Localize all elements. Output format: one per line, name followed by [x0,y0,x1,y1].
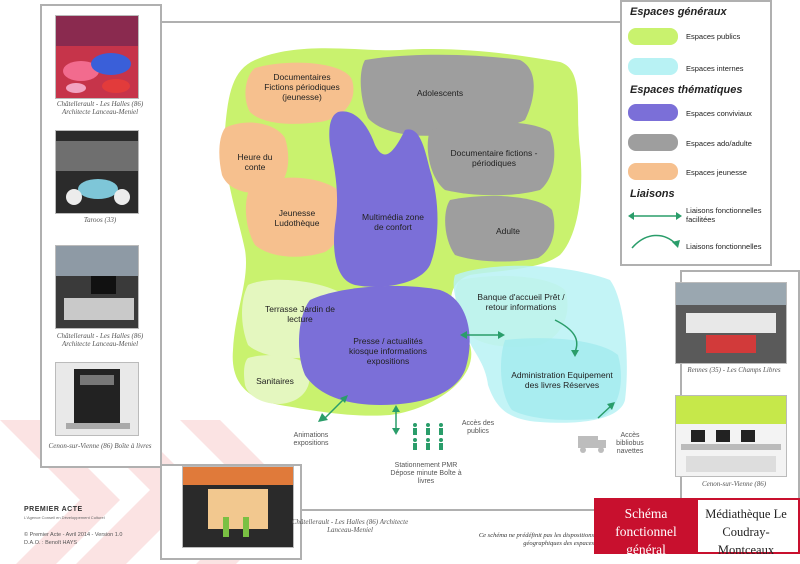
truck-icon [578,436,606,453]
label-heure-conte: Heure du conte [237,152,273,172]
photo-4-caption: Cenon-sur-Vienne (86) Boîte à livres [48,442,152,450]
title-left: Schéma fonctionnel général [615,506,677,557]
label-administration: Administration Equipement des livres Réserves [511,370,613,390]
legend-label-ado-adulte: Espaces ado/adulte [686,139,752,148]
legend-swatch-ado-adulte [628,134,678,151]
photo-1-caption: Châtellerault - Les Halles (86) Architecte Lanceau-Meniel [56,100,144,116]
label-documentaire-adulte: Documentaire fictions - périodiques [450,148,538,168]
legend-general-heading: Espaces généraux [630,6,727,18]
label-banque: Banque d'accueil Prêt / retour informations [477,292,565,312]
legend-link-icons [626,204,686,254]
brand-subtitle: L'Agence Conseil en Développement Culturel [24,515,105,520]
legend-label-public: Espaces publics [686,32,741,41]
footer-note: Ce schéma ne prédéfinit pas les dispositions géographiques des espaces [478,532,594,547]
legend-label-conviviaux: Espaces conviviaux [686,109,752,118]
label-adulte: Adulte [495,226,521,236]
label-ludotheque: Jeunesse Ludothèque [274,208,320,228]
photo-7-caption: Châtellerault - Les Halles (86) Architecte Lanceau-Meniel [291,518,409,534]
legend-thematic-heading: Espaces thématiques [630,84,743,96]
animations-label: Animations expositions [293,432,329,447]
legend-swatch-jeunesse [628,163,678,180]
label-terrasse: Terrasse Jardin de lecture [265,304,335,324]
credits-line-1: © Premier Acte - Avril 2014 - Version 1.0 [24,532,123,538]
photo-5-caption: Rennes (35) - Les Champs Libres [687,366,781,374]
legend-swatch-internal [628,58,678,75]
pedestrian-icons [413,423,443,450]
photo-6-caption: Cenon-sur-Vienne (86) [701,480,767,488]
legend-label-link: Liaisons fonctionnelles [686,242,762,251]
legend-label-jeunesse: Espaces jeunesse [686,168,747,177]
legend-swatch-conviviaux [628,104,678,121]
legend-swatch-public [628,28,678,45]
label-presse: Presse / actualités kiosque informations expositions [349,336,427,366]
photo-2-caption: Taroos (33) [83,216,117,224]
brand-logo: PREMIER ACTE [24,506,83,513]
label-multimedia: Multimédia zone de confort [362,212,424,232]
label-adolescents: Adolescents [416,88,464,98]
biblio-label: Accès bibliobus navettes [616,432,644,455]
photo-3-caption: Châtellerault - Les Halles (86) Architecte Lanceau-Meniel [56,332,144,348]
credits-line-2: D.A.O. : Benoît HAYS [24,540,78,546]
legend-links-heading: Liaisons [630,188,675,200]
legend-label-link-facilitated: Liaisons fonctionnelles facilitées [686,206,762,224]
legend-label-internal: Espaces internes [686,64,744,73]
label-sanitaires: Sanitaires [256,376,294,386]
title-right: Médiathèque Le Coudray-Montceaux [705,507,787,557]
stationnement-label: Stationnement PMR Dépose minute Boîte à livres [390,462,462,485]
label-documentaires-jeunesse: Documentaires Fictions périodiques (jeunesse) [264,72,340,102]
publics-label: Accès des publics [461,420,495,435]
